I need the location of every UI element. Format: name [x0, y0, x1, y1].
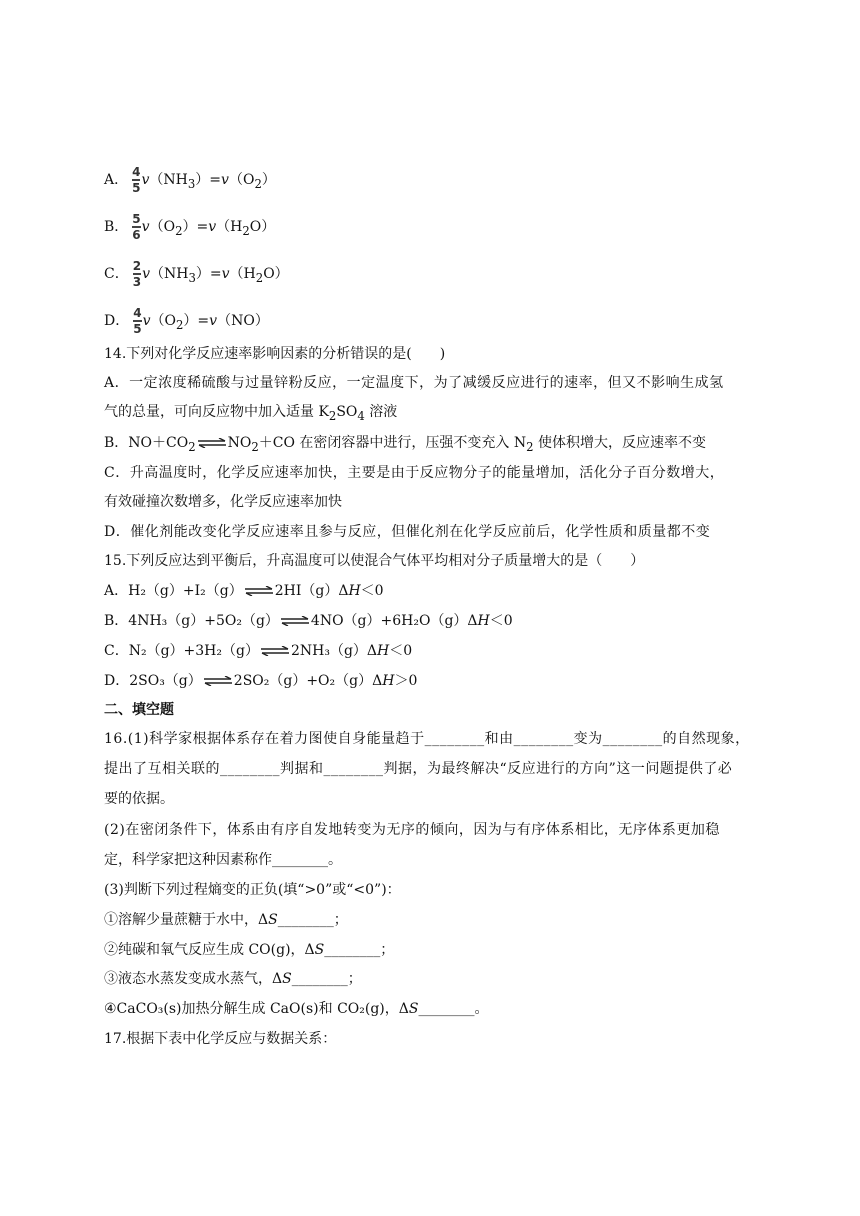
q14-option-d: D．催化剂能改变化学反应速率且参与反应，但催化剂在化学反应前后，化学性质和质量都不变 — [104, 524, 711, 540]
q15-option-b: B．4NH₃（g）+5O₂（g） 4NO（g）+6H₂O（g）ΔH＜0 — [104, 613, 513, 629]
q15-option-a: A．H₂（g）+I₂（g） 2HI（g）ΔH＜0 — [104, 583, 384, 599]
q15-option-c: C．N₂（g）+3H₂（g） 2NH₃（g）ΔH＜0 — [104, 643, 413, 659]
q16-part1-line3: 要的依据。 — [104, 791, 174, 807]
q14-option-a-line1: A．一定浓度稀硫酸与过量锌粉反应，一定温度下，为了减缓反应进行的速率，但又不影响生成氢 — [104, 375, 724, 391]
q13-option-b: B． $\frac{5}{6}$ $v(O_2)=v(H_2O)$ — [104, 212, 276, 242]
q14-option-c-line1: C．升高温度时，化学反应速率加快，主要是由于反应物分子的能量增加，活化分子百分数增大， — [104, 465, 725, 481]
q17-stem: 17.根据下表中化学反应与数据关系： — [104, 1031, 337, 1047]
q14-option-b: B．$NO+CO_2$ $NO_2+CO$ 在密闭容器中进行，压强不变充入 $N_2$ 使体积增大，反应速率不变 — [104, 435, 707, 454]
q16-item-4: ④CaCO₃(s)加热分解生成 CaO(s)和 CO₂(g)，ΔS________。 — [104, 1001, 489, 1017]
q14-stem: 14.下列对化学反应速率影响因素的分析错误的是( ) — [104, 346, 446, 362]
equilibrium-arrow-icon — [244, 586, 274, 596]
q13-option-a: A． $\frac{4}{5}$ $v(NH_3)=v(O_2)$ — [104, 165, 276, 195]
q15-stem: 15.下列反应达到平衡后，升高温度可以使混合气体平均相对分子质量增大的是（ ） — [104, 553, 645, 569]
equilibrium-arrow-icon — [203, 676, 233, 686]
fraction-image: $\frac{5}{6}$ — [132, 212, 141, 242]
fraction-image: $\frac{2}{3}$ — [132, 259, 142, 289]
equilibrium-arrow-icon — [260, 646, 290, 656]
fraction-image: $\frac{4}{5}$ — [132, 165, 141, 195]
q16-item-1: ①溶解少量蔗糖于水中，ΔS________； — [104, 912, 348, 928]
q13-option-d: D． $\frac{4}{5}$ $v(O_2)=v(NO)$ — [104, 306, 269, 336]
q16-part3-stem: (3)判断下列过程熵变的正负(填“>0”或“<0”)： — [104, 882, 401, 898]
fraction-image: $\frac{4}{5}$ — [133, 306, 142, 336]
section-heading: 二、填空题 — [104, 702, 174, 718]
q16-part2-line1: (2)在密闭条件下，体系由有序自发地转变为无序的倾向，因为与有序体系相比，无序体系更加稳 — [104, 822, 720, 838]
q16-item-2: ②纯碳和氧气反应生成 CO(g)，ΔS________； — [104, 942, 395, 958]
q16-part1-line1: 16.(1)科学家根据体系存在着力图使自身能量趋于________和由________变为________的自然现象， — [104, 731, 750, 747]
q16-part2-line2: 定，科学家把这种因素称作________。 — [104, 852, 342, 868]
q13-option-c: C． $\frac{2}{3}$ $v(NH_3)=v(H_2O)$ — [104, 259, 289, 289]
q15-option-d: D．2SO₃（g） 2SO₂（g）+O₂（g）ΔH＞0 — [104, 673, 418, 689]
q14-option-a-line2: 气的总量，可向反应物中加入适量 $K_2SO_4$ 溶液 — [104, 404, 398, 423]
q16-part1-line2: 提出了互相关联的________判据和________判据，为最终解决“反应进行的方向”这一问题提供了必 — [104, 761, 733, 777]
equilibrium-arrow-icon — [280, 616, 310, 626]
equilibrium-arrow-icon — [197, 438, 227, 448]
q14-option-c-line2: 有效碰撞次数增多，化学反应速率加快 — [104, 494, 342, 510]
q16-item-3: ③液态水蒸发变成水蒸气，ΔS________； — [104, 971, 362, 987]
